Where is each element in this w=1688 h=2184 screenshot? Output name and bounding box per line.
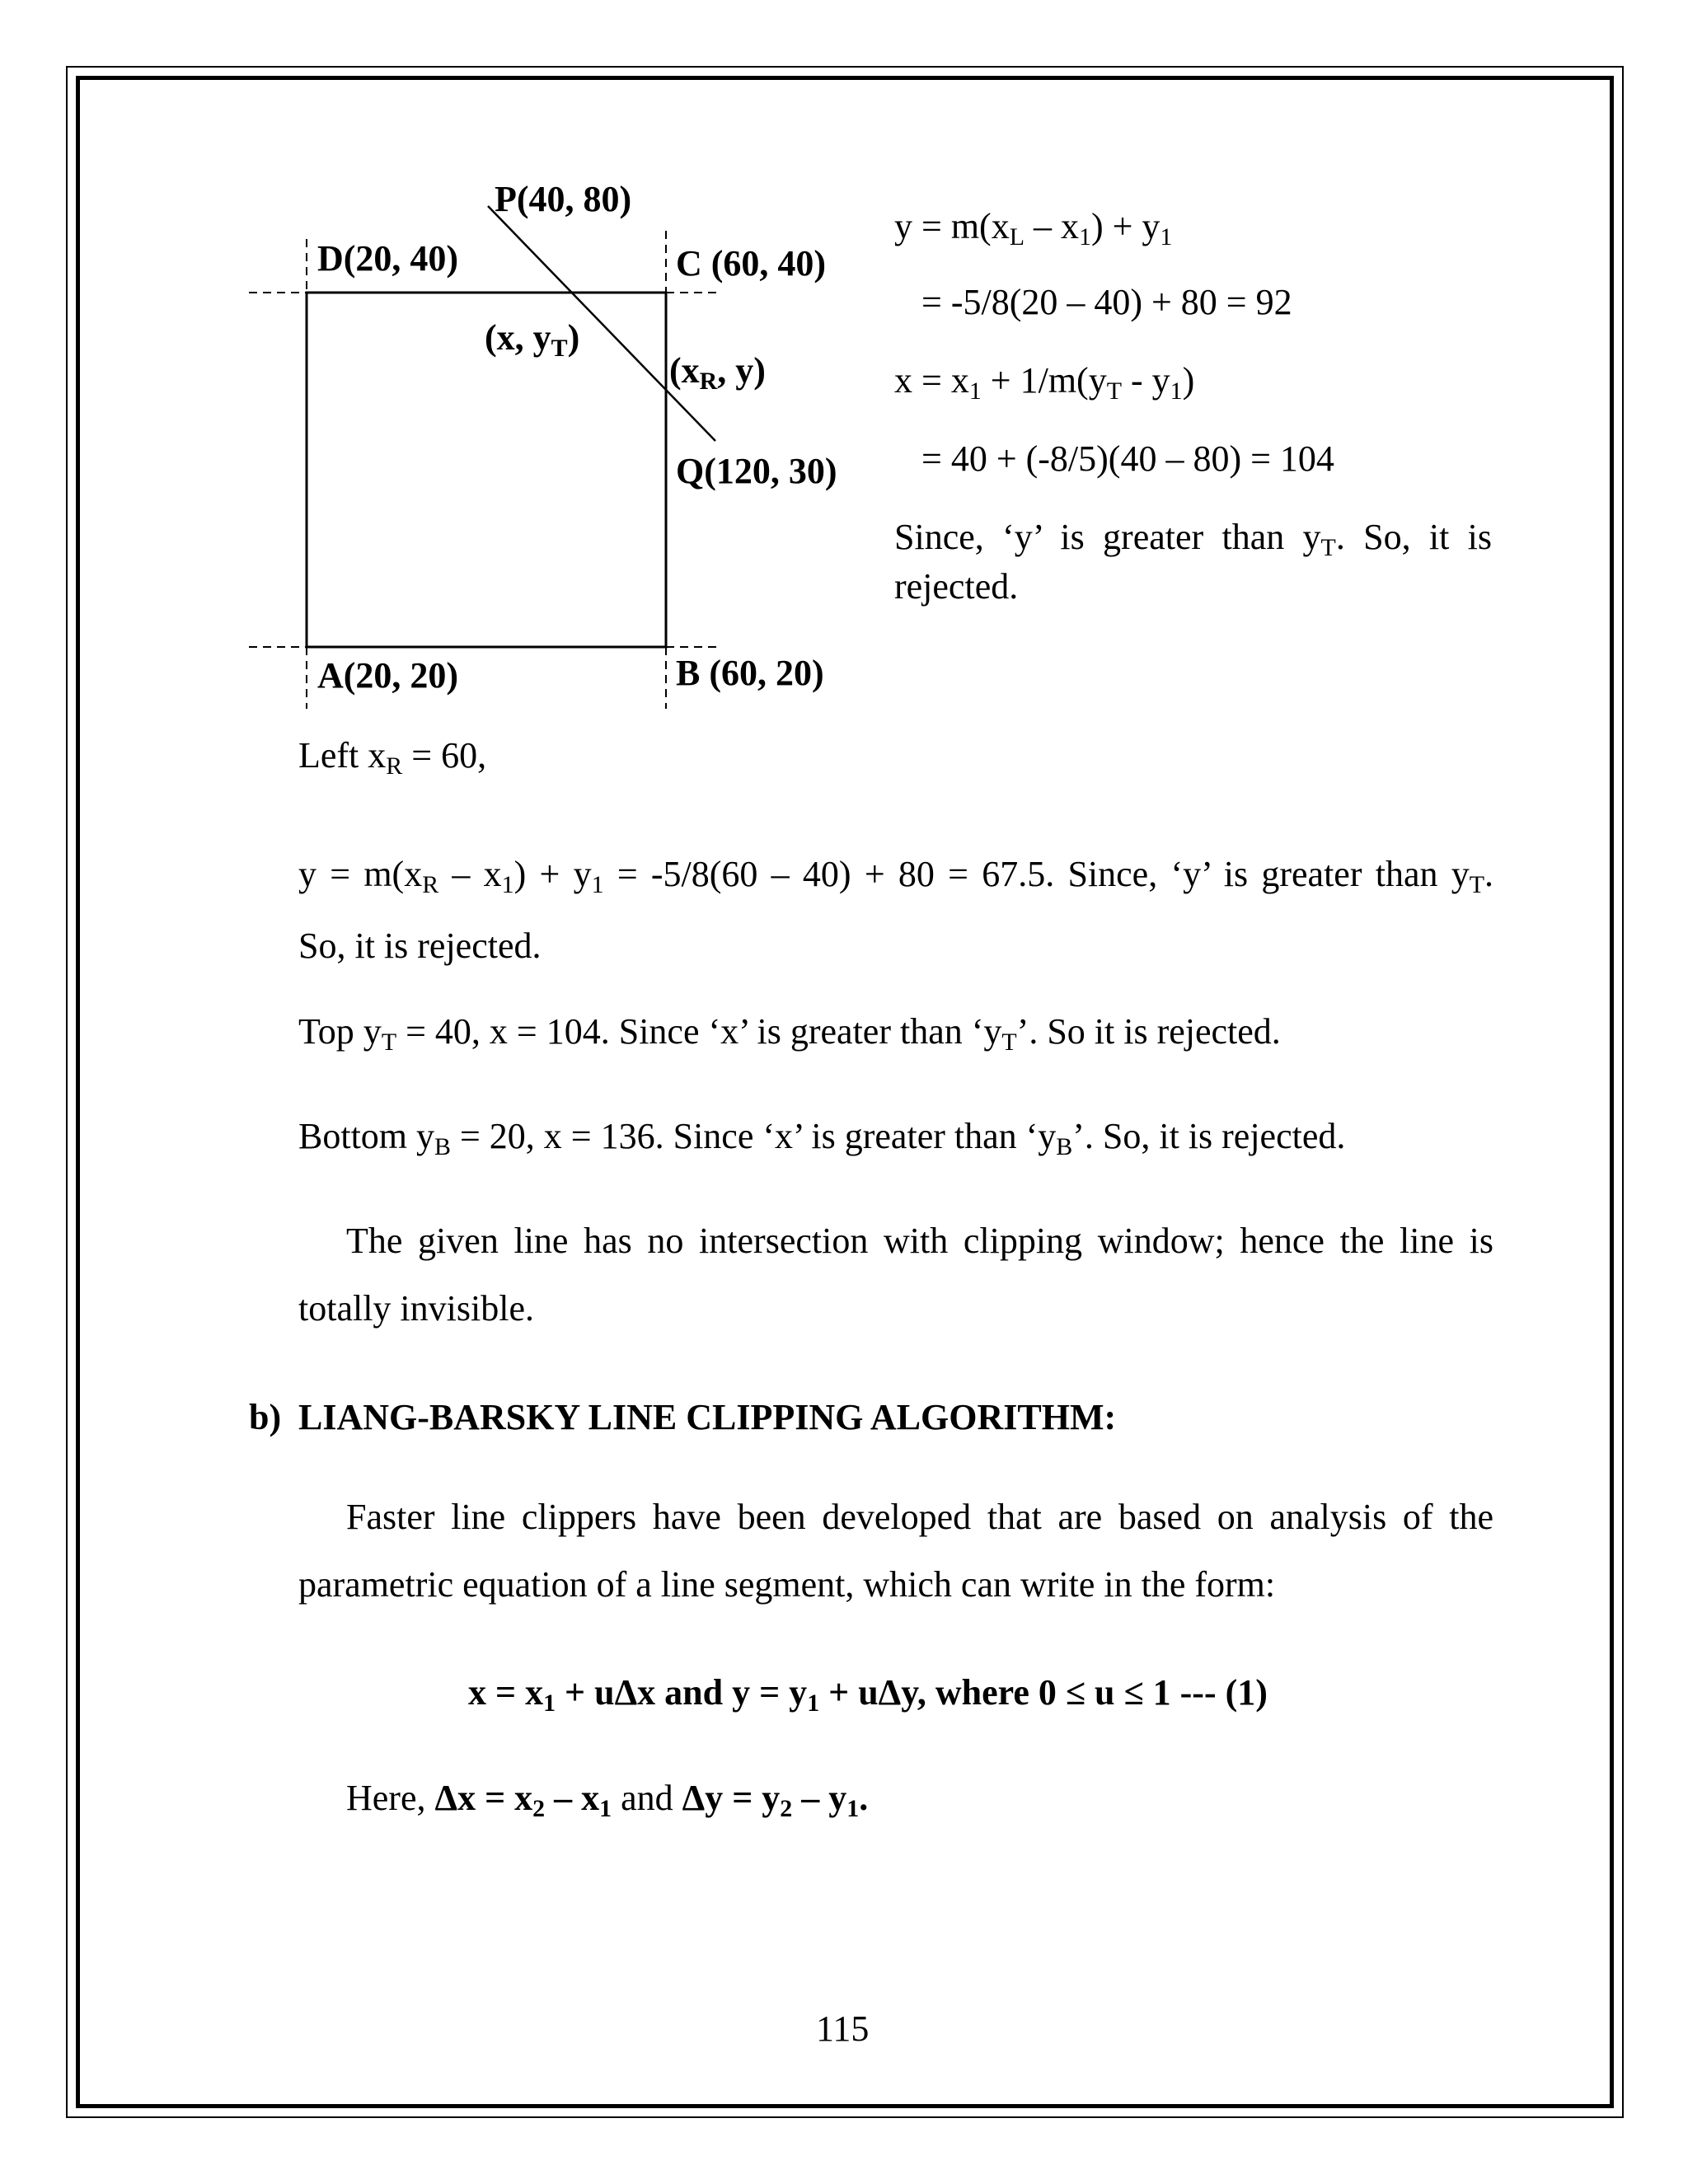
conclusion-paragraph: The given line has no intersection with clipping window; hence the line is totally invisible. (298, 1221, 1493, 1329)
section-marker: b) (249, 1397, 282, 1437)
point-q-label: Q(120, 30) (676, 451, 837, 491)
intersection-top-label: (x, $y_T$) (485, 317, 580, 363)
section-heading: LIANG-BARSKY LINE CLIPPING ALGORITHM: (298, 1397, 1117, 1437)
equation-x-top: $x = x_1 + 1/m(y_T - y_1)$ (894, 360, 1195, 405)
intro-paragraph: Faster line clippers have been developed that are based on analysis of the parametric equation of a line segment, which can write in the form: (298, 1497, 1493, 1605)
left-boundary-paragraph: $y = m(x_R - x_1) + y_1 = -5/8(60 - 40) + 80 = 67.5$. Since, ‘y’ is greater than $y_T$. So, it is rejected. (298, 854, 1494, 966)
point-a-label: A(20, 20) (317, 655, 459, 696)
point-c-label: C (60, 40) (676, 243, 827, 284)
equation-y-left: $y = m(x_L - x_1) + y_1$ (894, 206, 1173, 251)
left-boundary-line: Left $x_R = 60$, (298, 735, 487, 780)
point-b-label: B (60, 20) (676, 653, 824, 693)
top-boundary-line: Top $y_T = 40$, x = 104. Since ‘x’ is greater than ‘$y_T$’. So it is rejected. (298, 1011, 1281, 1057)
equation-y-value: = -5/8(20 – 40) + 80 = 92 (921, 282, 1292, 322)
page-number: 115 (816, 2008, 870, 2049)
bottom-boundary-line: Bottom $y_B = 20$, x = 136. Since ‘x’ is greater than ‘$y_B$’. So, it is rejected. (298, 1116, 1346, 1161)
intersection-right-label: ($x_R$, y) (669, 350, 766, 396)
point-p-label: P(40, 80) (495, 179, 632, 219)
equation-x-value: = 40 + (-8/5)(40 – 80) = 104 (921, 438, 1334, 479)
since-rejected-line: Since, ‘y’ is greater than $y_T$. So, it is (894, 517, 1492, 562)
parametric-equation: $x = x_1 + u\Delta x$ and $y = y_1 + u\Delta y$, where 0 ≤ u ≤ 1 --- (1) (468, 1672, 1268, 1718)
rejected-word: rejected. (894, 566, 1019, 607)
point-d-label: D(20, 40) (317, 238, 459, 279)
delta-definition: Here, $\Delta x = x_2 - x_1$ and $\Delta y = y_2 - y_1$. (346, 1778, 869, 1823)
